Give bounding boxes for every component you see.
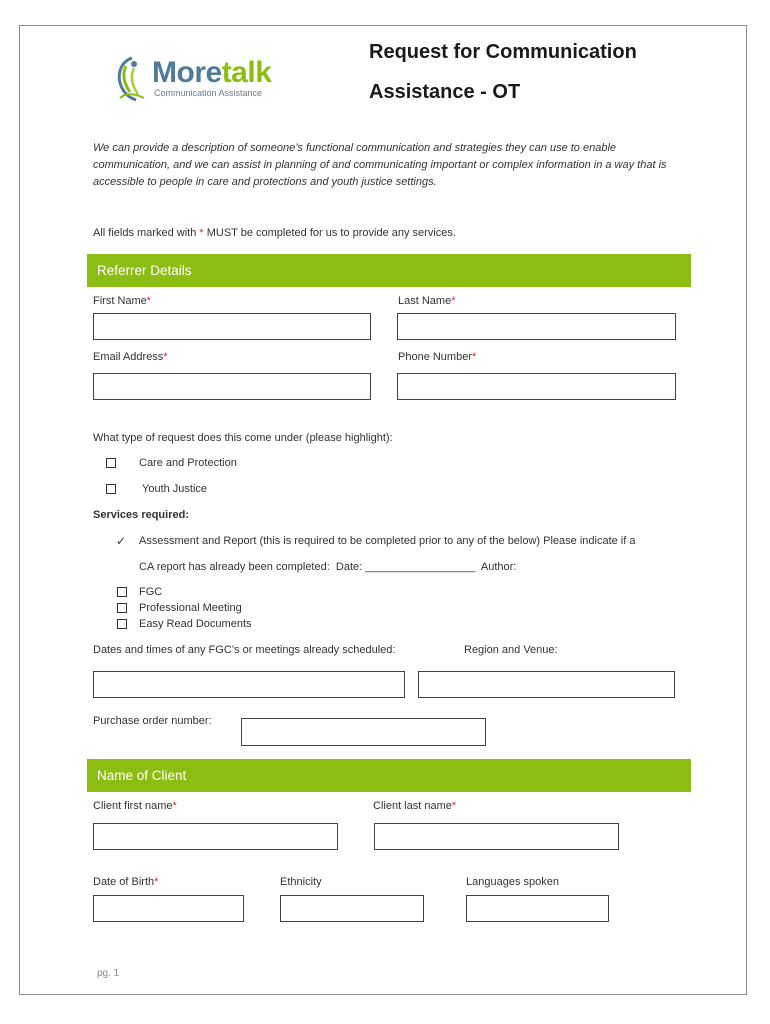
phone-label: Phone Number* [398,351,477,363]
request-type-question: What type of request does this come under (please highlight): [93,432,393,444]
languages-label: Languages spoken [466,876,559,888]
youth-justice-label: Youth Justice [142,483,208,495]
easy-read-checkbox[interactable] [117,619,127,629]
purchase-order-label: Purchase order number: [93,715,212,727]
dob-field[interactable] [93,895,244,922]
email-field[interactable] [93,373,371,400]
languages-field[interactable] [466,895,609,922]
referrer-details-banner [87,254,691,287]
email-label: Email Address* [93,351,168,363]
ethnicity-field[interactable] [280,895,424,922]
first-name-label: First Name* [93,295,152,307]
logo-word-more: More [152,56,222,89]
checkmark-icon: ✓ [116,534,127,548]
required-fields-note: All fields marked with * MUST be completed for us to provide any services. [93,227,456,239]
purchase-order-field[interactable] [241,718,486,746]
professional-meeting-label: Professional Meeting [139,602,242,614]
referrer-details-heading: Referrer Details [97,263,192,278]
fgc-checkbox[interactable] [117,587,127,597]
fgc-label: FGC [139,586,163,598]
logo-word-talk: talk [221,56,272,89]
professional-meeting-checkbox[interactable] [117,603,127,613]
first-name-field[interactable] [93,313,371,340]
assessment-line-1: Assessment and Report (this is required to be completed prior to any of the below) Please indicate if a [139,535,636,547]
dates-times-field[interactable] [93,671,405,698]
form-title-line-1: Request for Communication [369,41,637,63]
moretalk-logo [112,54,292,106]
dob-label: Date of Birth* [93,876,159,888]
region-venue-label: Region and Venue: [464,644,558,656]
client-last-name-label: Client last name* [373,800,457,812]
intro-paragraph: We can provide a description of someone’s functional communication and strategies they can use to enable communication, and we can assist in planning of and communicating important or complex information in a way that is accessible to people in care and protections and youth justice settings. [93,142,667,188]
services-required-heading: Services required: [93,509,189,521]
client-first-name-label: Client first name* [93,800,177,812]
region-venue-field[interactable] [418,671,675,698]
client-last-name-field[interactable] [374,823,619,850]
care-and-protection-label: Care and Protection [139,457,237,469]
form-title-line-2: Assistance - OT [369,81,521,103]
youth-justice-checkbox[interactable] [106,484,116,494]
last-name-label: Last Name* [398,295,456,307]
dates-times-label: Dates and times of any FGC’s or meetings already scheduled: [93,644,396,656]
page-number: pg. 1 [97,968,120,979]
easy-read-label: Easy Read Documents [139,618,252,630]
name-of-client-banner [87,759,691,792]
last-name-field[interactable] [397,313,676,340]
ethnicity-label: Ethnicity [280,876,322,888]
logo-tagline: Communication Assistance [154,88,263,98]
care-and-protection-checkbox[interactable] [106,458,116,468]
client-first-name-field[interactable] [93,823,338,850]
logo-mark-icon [112,54,152,104]
name-of-client-heading: Name of Client [97,768,187,783]
phone-field[interactable] [397,373,676,400]
assessment-line-2: CA report has already been completed: Date: __________________ Author: [139,561,517,573]
